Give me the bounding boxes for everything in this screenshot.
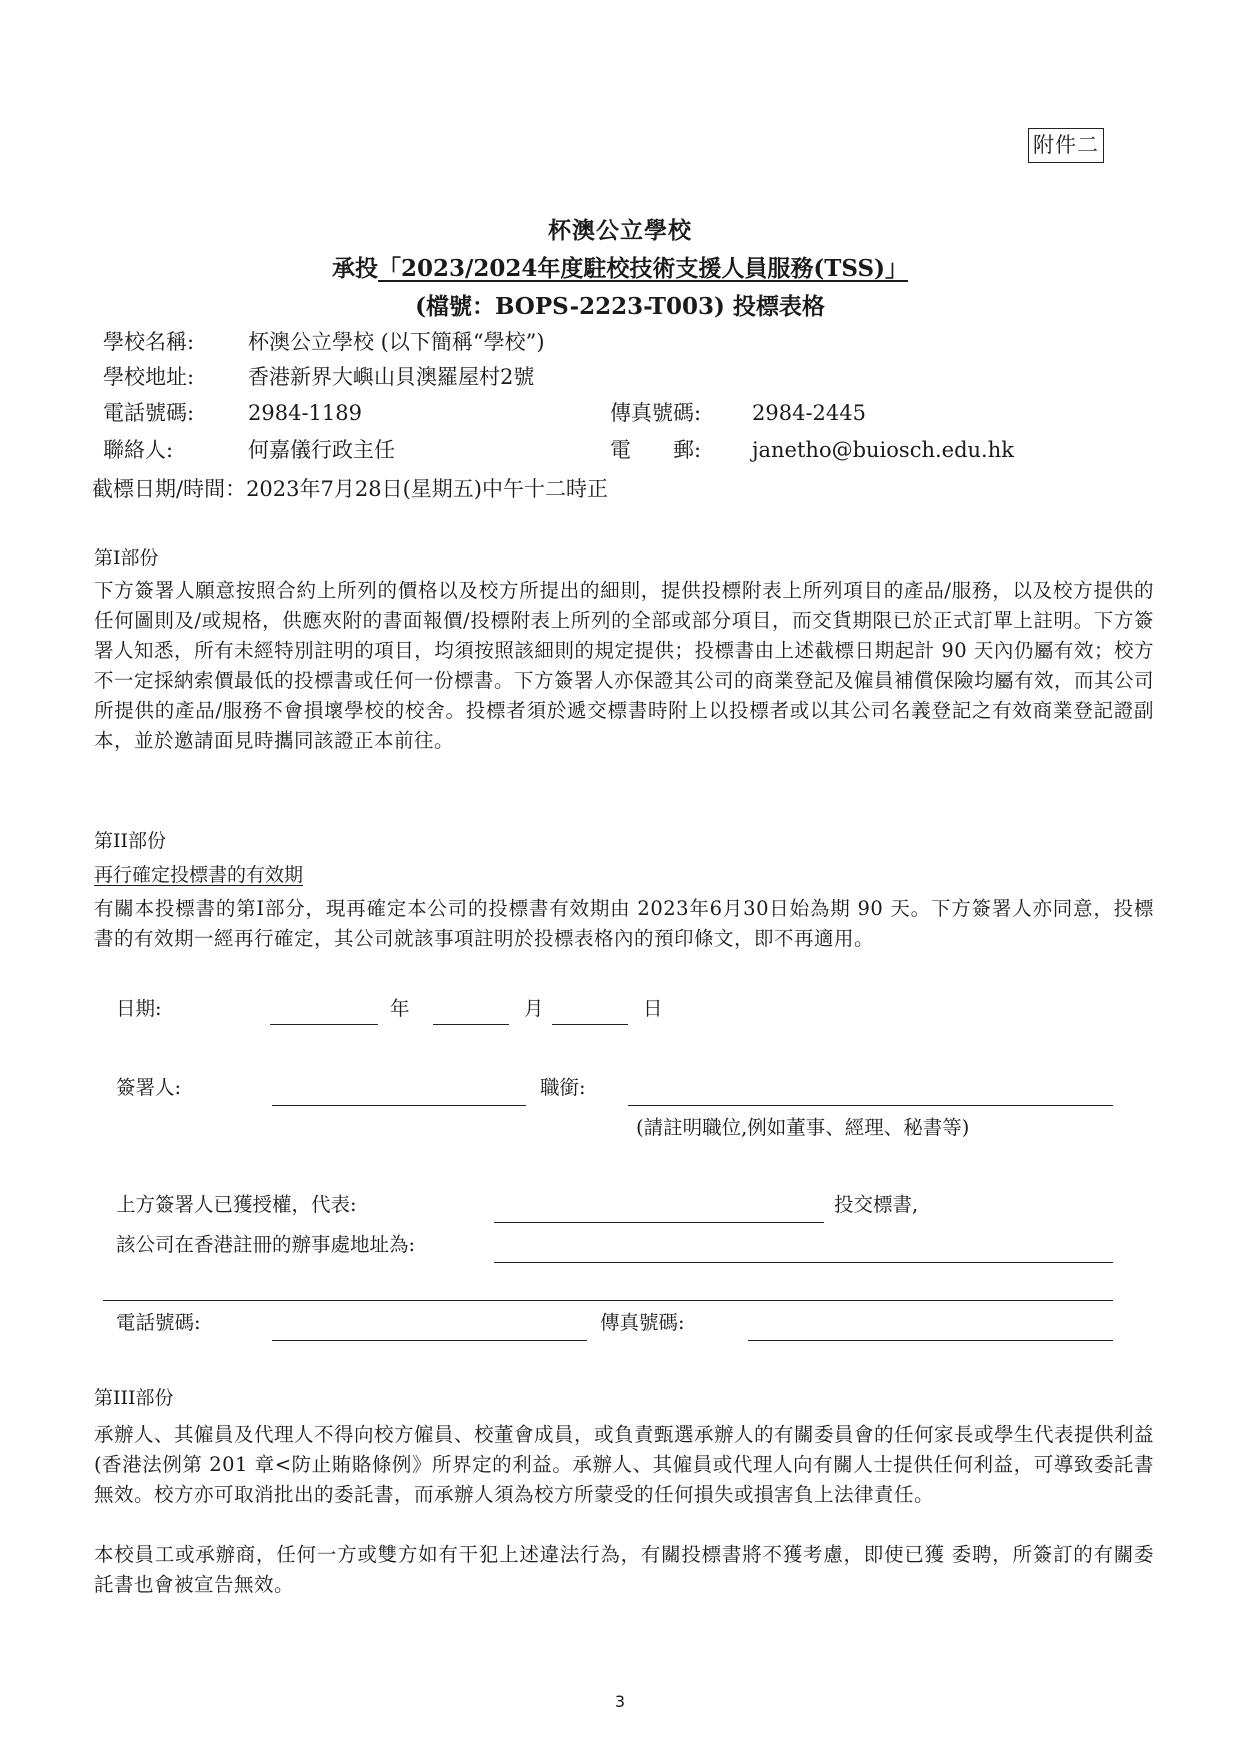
year-line[interactable]	[270, 1024, 378, 1025]
office-address-line-2[interactable]	[103, 1300, 1113, 1301]
job-title-hint: (請註明職位,例如董事、經理、秘書等)	[636, 1116, 970, 1139]
contact-value: 何嘉儀行政主任	[248, 438, 395, 462]
part3-heading: 第III部份	[94, 1387, 174, 1409]
office-address-label: 該公司在香港註冊的辦事處地址為:	[116, 1233, 416, 1256]
address-value: 香港新界大嶼山貝澳羅屋村2號	[248, 365, 535, 389]
part2-text: 有關本投標書的第I部分，現再確定本公司的投標書有效期由 2023年6月30日始為期 90 天。下方簽署人亦同意，投標書的有效期一經再行確定，其公司就該事項註明於投標表格內的預印條文，即不再適用。	[94, 897, 1154, 950]
job-title-line[interactable]	[628, 1105, 1113, 1106]
fax-value: 2984-2445	[752, 401, 866, 425]
authorized-label: 上方簽署人已獲授權，代表:	[116, 1193, 357, 1216]
school-name-label: 學校名稱:	[103, 330, 195, 354]
phone-value: 2984-1189	[248, 401, 362, 425]
school-title: 杯澳公立學校	[548, 217, 692, 244]
company-phone-line[interactable]	[272, 1340, 587, 1341]
company-phone-label: 電話號碼:	[116, 1311, 201, 1334]
part2-subheading: 再行確定投標書的有效期	[94, 864, 304, 886]
year-label: 年	[390, 997, 410, 1020]
address-label: 學校地址:	[103, 365, 195, 389]
contact-label: 聯絡人:	[103, 438, 174, 462]
annex-label: 附件二	[1028, 128, 1104, 163]
part3-text-1: 承辦人、其僱員及代理人不得向校方僱員、校董會成員，或負責甄選承辦人的有關委員會的任何家長或學生代表提供利益(香港法例第 201 章<防止賄賂條例》所界定的利益。承辦人、其僱員或代理人向有關人士提供任何利益，可導致委託書無效。校方亦可取消批出的委託書，而承辦人須為校方所蒙受的任何損失或損害負上法律責任。	[94, 1423, 1155, 1506]
phone-label: 電話號碼:	[103, 401, 195, 425]
office-address-line[interactable]	[494, 1262, 1113, 1263]
day-label: 日	[643, 997, 663, 1020]
part2-heading: 第II部份	[94, 830, 167, 852]
company-fax-line[interactable]	[748, 1340, 1113, 1341]
tender-file-no: (檔號：BOPS-2223-T003) 投標表格	[415, 293, 825, 320]
school-name-value: 杯澳公立學校 (以下簡稱“學校”)	[248, 330, 545, 354]
email-value: janetho@buiosch.edu.hk	[752, 438, 1014, 462]
fax-label: 傳真號碼:	[610, 401, 702, 425]
tender-title-main: 「2023/2024年度駐校技術支援人員服務(TSS)」	[377, 255, 909, 282]
part1-heading: 第I部份	[94, 547, 159, 569]
job-title-label: 職銜:	[540, 1076, 586, 1099]
month-label: 月	[524, 997, 544, 1020]
signatory-line[interactable]	[272, 1105, 526, 1106]
company-name-line[interactable]	[494, 1222, 824, 1223]
date-label: 日期:	[116, 997, 162, 1020]
tender-title-prefix: 承投	[331, 255, 378, 282]
part1-text: 下方簽署人願意按照合約上所列的價格以及校方所提出的細則，提供投標附表上所列項目的產品/服務，以及校方提供的任何圖則及/或規格，供應夾附的書面報價/投標附表上所列的全部或部分項目，而交貨期限已於正式訂單上註明。下方簽署人知悉，所有未經特別註明的項目，均須按照該細則的規定提供；投標書由上述截標日期起計 90 天內仍屬有效；校方不一定採納索價最低的投標書或任何一份標書。下方簽署人亦保證其公司的商業登記及僱員補償保險均屬有效，而其公司所提供的產品/服務不會損壞學校的校舍。投標者須於遞交標書時附上以投標者或以其公司名義登記之有效商業登記證副本，並於邀請面見時攜同該證正本前往。	[94, 579, 1155, 752]
signatory-label: 簽署人:	[116, 1076, 182, 1099]
month-line[interactable]	[433, 1024, 509, 1025]
day-line[interactable]	[552, 1024, 628, 1025]
email-label: 電 郵:	[610, 438, 702, 462]
tender-deadline: 截標日期/時間：2023年7月28日(星期五)中午十二時正	[92, 477, 608, 501]
part3-text-2: 本校員工或承辦商，任何一方或雙方如有干犯上述違法行為，有關投標書將不獲考慮，即使已獲 委聘，所簽訂的有關委託書也會被宣告無效。	[94, 1543, 1154, 1596]
company-fax-label: 傳真號碼:	[600, 1311, 685, 1334]
page-number: 3	[614, 1692, 626, 1711]
tender-title	[0, 250, 1240, 283]
submit-label: 投交標書,	[834, 1193, 919, 1216]
